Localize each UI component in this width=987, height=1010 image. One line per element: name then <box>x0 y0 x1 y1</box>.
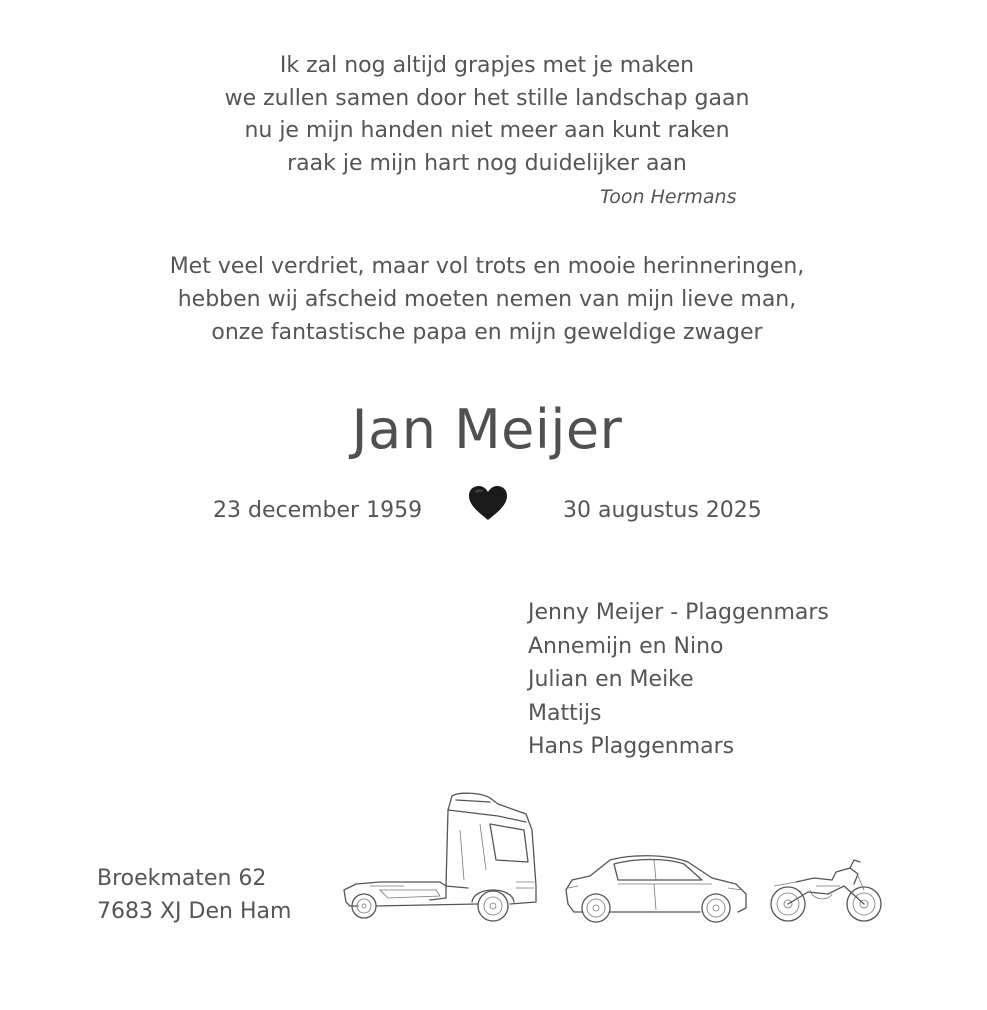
intro-line: Met veel verdriet, maar vol trots en mooie herinneringen, <box>169 254 805 279</box>
family-member: Hans Plaggenmars <box>528 734 735 759</box>
death-date: 30 augustus 2025 <box>563 498 762 523</box>
address-street: Broekmaten 62 <box>97 866 267 891</box>
poem-line: raak je mijn hart nog duidelijker aan <box>287 150 687 176</box>
family-member: Jenny Meijer - Plaggenmars <box>528 600 829 625</box>
poem-line: Ik zal nog altijd grapjes met je maken <box>279 53 695 78</box>
family-member: Julian en Meike <box>528 667 694 692</box>
family-member: Mattijs <box>528 700 602 726</box>
address <box>97 862 291 928</box>
intro-line: hebben wij afscheid moeten nemen van mijn lieve man, <box>177 287 797 312</box>
poem-author: Toon Hermans <box>600 186 737 208</box>
address-city: 7683 XJ Den Ham <box>97 899 292 924</box>
motorcycle-drawing <box>766 856 884 924</box>
car-drawing <box>562 852 750 926</box>
birth-date: 23 december 1959 <box>213 498 423 523</box>
poem-line: we zullen samen door het stille landschap gaan <box>224 85 750 111</box>
intro-text <box>0 250 974 349</box>
poem-line: nu je mijn handen niet meer aan kunt raken <box>244 118 730 143</box>
family-member: Annemijn en Nino <box>528 633 724 659</box>
intro-line: onze fantastische papa en mijn geweldige zwager <box>211 320 763 345</box>
poem <box>0 50 974 180</box>
deceased-name: Jan Meijer <box>351 398 623 461</box>
heart-icon <box>467 484 509 522</box>
truck-drawing <box>340 790 542 926</box>
family-list <box>528 596 829 764</box>
